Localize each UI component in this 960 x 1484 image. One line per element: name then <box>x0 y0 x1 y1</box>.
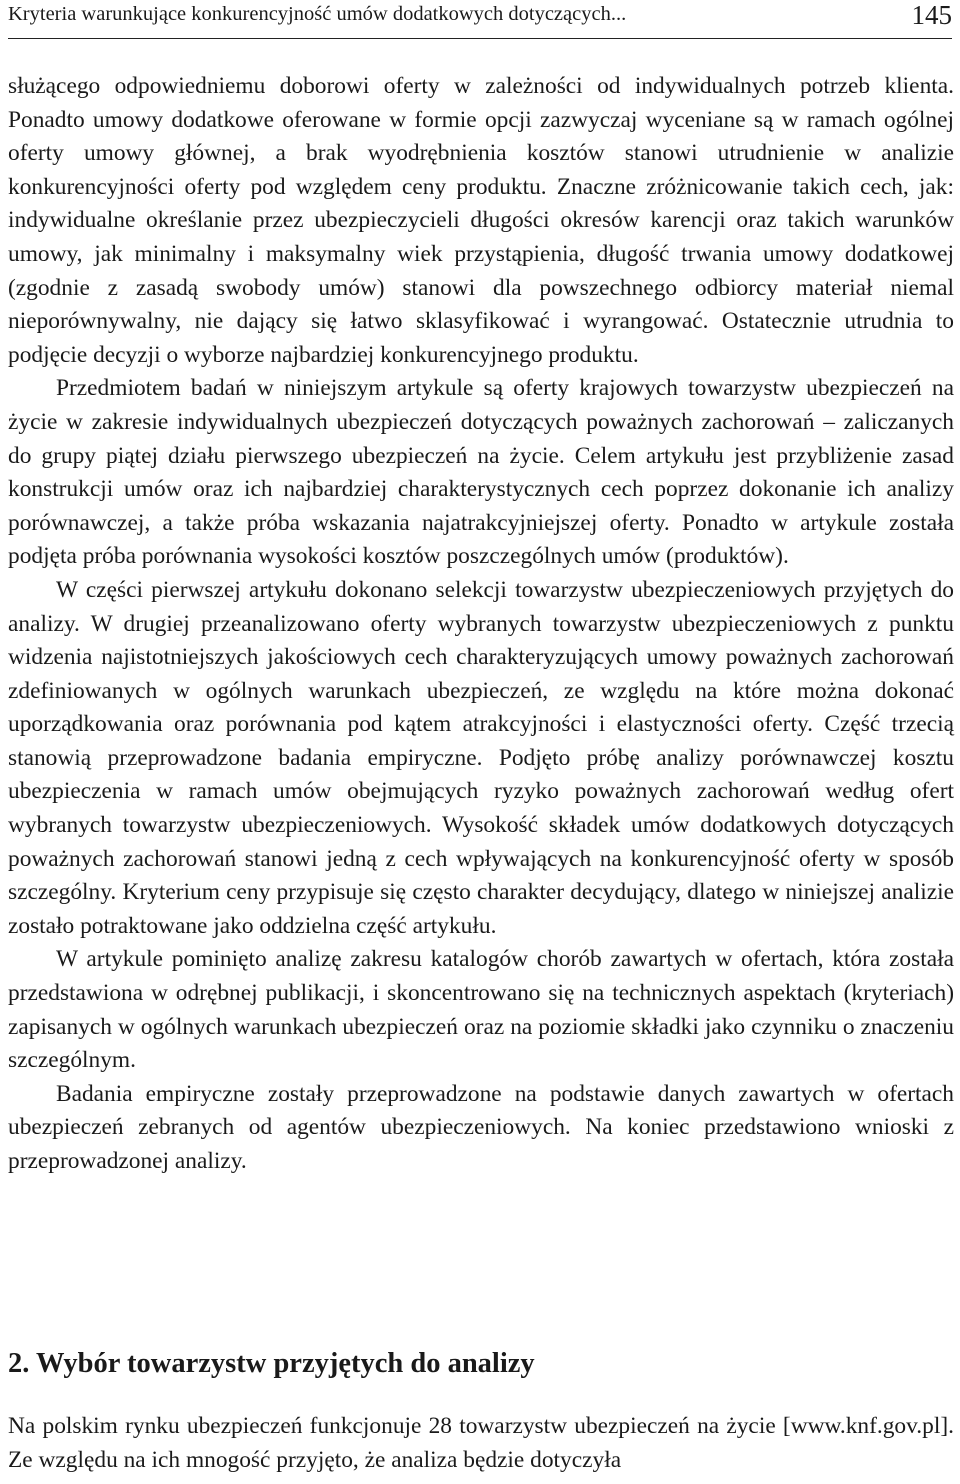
paragraph-5: Badania empiryczne zostały przeprowadzone na podstawie danych zawartych w ofertach ubezpieczeń zebranych od agentów ubezpieczeniowych. Na koniec przedstawiono wnioski z przeprowadzonej analizy. <box>8 1080 954 1174</box>
section-paragraph: Na polskim rynku ubezpieczeń funkcjonuje 28 towarzystw ubezpieczeń na życie [www.knf.gov.pl]. Ze względu na ich mnogość przyjęto, że analiza będzie dotyczyła <box>8 1413 954 1473</box>
paragraph-3: W części pierwszej artykułu dokonano selekcji towarzystw ubezpieczeniowych przyjętych do analizy. W drugiej przeanalizowano oferty wybranych towarzystw ubezpieczeniowych z punktu widzenia najistotniejszych jakościowych cech charakteryzujących umowy poważnych zachorowań zdefiniowanych w ogólnych warunkach ubezpieczeń, ze względu na które można dokonać uporządkowania oraz porównania pod kątem atrakcyjności i elastyczności oferty. Część trzecią stanowią przeprowadzone badania empiryczne. Podjęto próbę analizy porównawczej kosztu ubezpieczenia w ramach umów obejmujących ryzyko poważnych zachorowań według ofert wybranych towarzystw ubezpieczeniowych. Wysokość składek umów dodatkowych dotyczących poważnych zachorowań stanowi jedną z cech wpływających na konkurencyjność oferty w sposób szczególny. Kryterium ceny przypisuje się często charakter decydujący, dlatego w niniejszej analizie zostało potraktowane jako oddzielna część artykułu. <box>8 576 954 939</box>
page-header <box>8 0 952 39</box>
body-text <box>8 70 954 1179</box>
paragraph-1: służącego odpowiedniemu doborowi oferty w zależności od indywidualnych potrzeb klienta. Ponadto umowy dodatkowe oferowane w formie opcji zazwyczaj wyceniane są w ramach ogólnej oferty umowy głównej, a brak wyodrębnienia kosztów stanowi utrudnienie w analizie konkurencyjności oferty pod względem ceny produktu. Znaczne zróżnicowanie takich cech, jak: indywidualne określanie przez ubezpieczycieli długości okresów karencji oraz takich warunków umowy, jak minimalny i maksymalny wiek przystąpienia, długość trwania umowy dodatkowej (zgodnie z zasadą swobody umów) stanowi dla powszechnego odbiorcy materiał niemal nieporównywalny, nie dający się łatwo sklasyfikować i wyrangować. Ostatecznie utrudnia to podjęcie decyzji o wyborze najbardziej konkurencyjnego produktu. <box>8 73 954 368</box>
section-heading: 2. Wybór towarzystw przyjętych do analizy <box>8 1348 535 1379</box>
page-number: 145 <box>911 0 952 30</box>
paragraph-2: Przedmiotem badań w niniejszym artykule są oferty krajowych towarzystw ubezpieczeń na życie w zakresie indywidualnych ubezpieczeń dotyczących poważnych zachorowań – zaliczanych do grupy piątej działu pierwszego ubezpieczeń na życie. Celem artykułu jest przybliżenie zasad konstrukcji umów oraz ich najbardziej charakterystycznych cech poprzez dokonanie ich analizy porównawczej, a także próba wskazania najatrakcyjniejszej oferty. Ponadto w artykule została podjęta próba porównania wysokości kosztów poszczególnych umów (produktów). <box>8 375 954 570</box>
running-head: Kryteria warunkujące konkurencyjność umów dodatkowych dotyczących... <box>8 3 627 25</box>
paragraph-4: W artykule pominięto analizę zakresu katalogów chorób zawartych w ofertach, która została przedstawiona w odrębnej publikacji, i skoncentrowano się na technicznych aspektach (kryteriach) zapisanych w ogólnych warunkach ubezpieczeń oraz na poziomie składki jako czynniku o znaczeniu szczególnym. <box>8 946 954 1074</box>
